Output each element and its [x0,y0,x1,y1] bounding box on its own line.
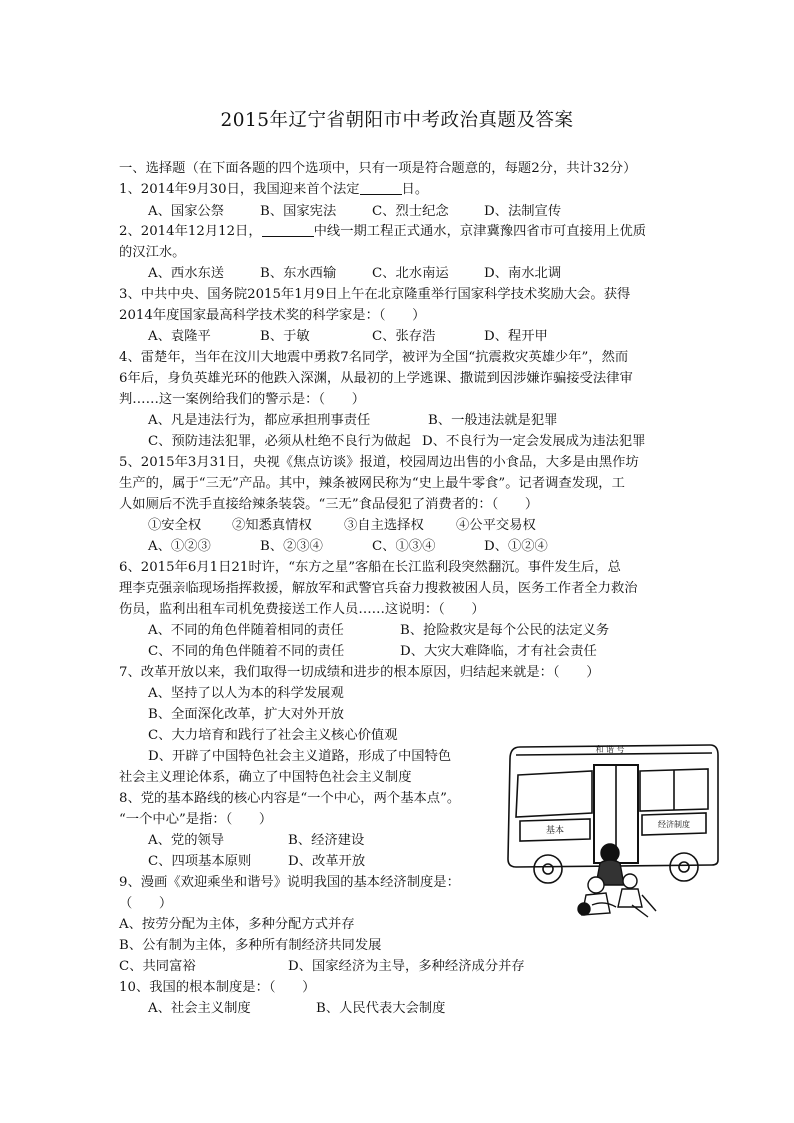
q2-option-b: B、东水西输 [260,266,337,281]
q8-option-c: C、四项基本原则 [148,854,252,869]
q4-option-c: C、预防违法犯罪，必须从杜绝不良行为做起 [148,434,411,449]
question-3-stem: 3、中共中央、国务院2015年1月9日上午在北京隆重举行国家科学技术奖励大会。获得 [119,287,631,302]
q7-option-d-cont: 社会主义理论体系，确立了中国特色社会主义制度 [119,770,412,785]
q7-option-a: A、坚持了以人为本的科学发展观 [148,686,344,701]
q7-option-c: C、大力培育和践行了社会主义核心价值观 [148,728,398,743]
bus-sign-text: 和 谐 号 [595,745,625,754]
question-1-stem: 1、2014年9月30日，我国迎来首个法定 日。 [119,182,429,197]
q6-option-b: B、抢险救灾是每个公民的法定义务 [400,623,610,638]
q9-option-b: B、公有制为主体，多种所有制经济共同发展 [119,938,382,953]
q8-option-a: A、党的领导 [148,833,225,848]
q4-option-a: A、凡是违法行为，都应承担刑事责任 [148,413,371,428]
q5-item-2: ②知悉真情权 [232,518,312,533]
q8-option-d: D、改革开放 [288,854,366,869]
question-9-stem: 9、漫画《欢迎乘坐和谐号》说明我国的基本经济制度是： [119,875,460,890]
q9-option-c: C、共同富裕 [119,959,196,974]
q3-option-c: C、张存浩 [372,329,436,344]
question-7-stem: 7、改革开放以来，我们取得一切成绩和进步的根本原因，归结起来就是：（ ） [119,665,600,680]
q2-option-d: D、南水北调 [484,266,562,281]
bus-label-left: 基本 [545,826,565,836]
q2-option-a: A、西水东送 [148,266,225,281]
q10-option-a: A、社会主义制度 [148,1001,251,1016]
q6-option-c: C、不同的角色伴随着不同的责任 [148,644,345,659]
q6-option-a: A、不同的角色伴随着相同的责任 [148,623,344,638]
q5-option-d: D、①②④ [484,539,548,554]
question-10-stem: 10、我国的根本制度是：（ ） [119,980,316,995]
question-2-stem: 2、2014年12月12日， 中线一期工程正式通水，京津冀豫四省市可直接用上优质 [119,224,647,239]
question-6-stem-end: 伤员，监利出租车司机免费接送工作人员……这说明：（ ） [119,602,485,617]
bus-label-right: 经济制度 [658,820,690,829]
section-heading: 一、选择题（在下面各题的四个选项中，只有一项是符合题意的，每题2分，共计32分） [119,161,637,176]
question-6-stem-cont: 理李克强亲临现场指挥救援，解放军和武警官兵奋力搜救被困人员，医务工作者全力救治 [119,581,638,596]
q5-option-b: B、②③④ [260,539,323,554]
q5-option-a: A、①②③ [148,539,211,554]
q7-option-b: B、全面深化改革，扩大对外开放 [148,707,344,722]
question-8-stem-cont: “一个中心”是指：（ ） [119,812,273,827]
question-5-stem: 5、2015年3月31日，央视《焦点访谈》报道，校园周边出售的小食品，大多是由黑作坊 [119,455,639,470]
q1-option-b: B、国家宪法 [260,204,337,219]
harmony-bus-cartoon [492,735,722,920]
q2-option-c: C、北水南运 [372,266,449,281]
q9-option-a: A、按劳分配为主体，多种分配方式并存 [119,917,355,932]
q1-option-c: C、烈士纪念 [372,204,449,219]
q10-option-b: B、人民代表大会制度 [316,1001,446,1016]
question-9-stem-cont: （ ） [119,896,173,911]
question-4-stem-cont: 6年后，身负英雄光环的他跌入深渊，从最初的上学逃课、撒谎到因涉嫌诈骗接受法律审 [119,371,633,386]
q5-item-1: ①安全权 [148,518,202,533]
q4-option-d: D、不良行为一定会发展成为违法犯罪 [422,434,646,449]
q9-option-d: D、国家经济为主导，多种经济成分并存 [288,959,525,974]
q4-option-b: B、一般违法就是犯罪 [428,413,558,428]
question-5-stem-end: 人如厕后不洗手直接给辣条装袋。“三无”食品侵犯了消费者的：（ ） [119,497,539,512]
q6-option-d: D、大灾大难降临，才有社会责任 [400,644,597,659]
q5-option-c: C、①③④ [372,539,436,554]
question-8-stem: 8、党的基本路线的核心内容是“一个中心，两个基本点”。 [119,791,461,806]
q3-option-b: B、于敏 [260,329,310,344]
question-4-stem-end: 判……这一案例给我们的警示是：（ ） [119,392,365,407]
q5-item-3: ③自主选择权 [344,518,424,533]
question-2-stem-cont: 的汉江水。 [119,245,186,260]
q1-option-d: D、法制宣传 [484,204,562,219]
q8-option-b: B、经济建设 [288,833,365,848]
document-title: 2015年辽宁省朝阳市中考政治真题及答案 [220,110,574,131]
q7-option-d: D、开辟了中国特色社会主义道路，形成了中国特色 [148,749,452,764]
q3-option-d: D、程开甲 [484,329,548,344]
q5-item-4: ④公平交易权 [456,518,536,533]
question-6-stem: 6、2015年6月1日21时许，“东方之星”客船在长江监利段突然翻沉。事件发生后，总 [119,560,621,575]
question-3-stem-cont: 2014年度国家最高科学技术奖的科学家是：（ ） [119,308,426,323]
q3-option-a: A、袁隆平 [148,329,211,344]
question-5-stem-cont: 生产的，属于“三无”产品。其中，辣条被网民称为“史上最牛零食”。记者调查发现，工 [119,476,625,491]
q1-option-a: A、国家公祭 [148,204,225,219]
question-4-stem: 4、雷楚年，当年在汶川大地震中勇救7名同学，被评为全国“抗震救灾英雄少年”，然而 [119,350,629,365]
